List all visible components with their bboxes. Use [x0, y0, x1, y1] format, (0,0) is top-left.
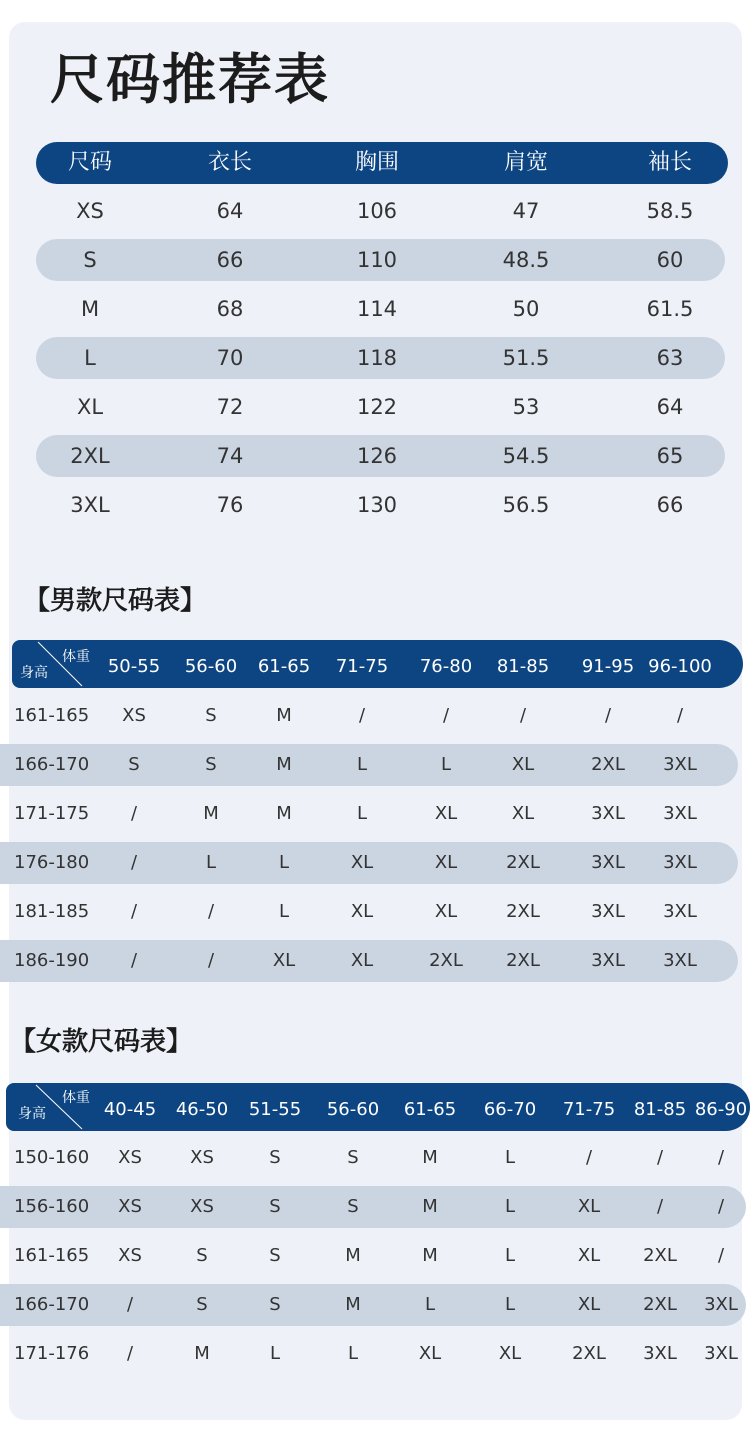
- height-range-cell: 166-170: [14, 1294, 90, 1315]
- table-row: [36, 337, 725, 379]
- measurement-cell: 50: [512, 297, 540, 321]
- weight-column-header: 81-85: [633, 1099, 687, 1120]
- size-cell: XS: [122, 705, 146, 726]
- table-corner-header: [6, 1083, 96, 1131]
- size-cell: L: [504, 1147, 516, 1168]
- size-cell: 3XL: [704, 1343, 738, 1364]
- size-cell: S: [205, 754, 217, 775]
- height-range-cell: 181-185: [14, 901, 90, 922]
- measurement-cell: 130: [356, 493, 398, 517]
- men-table-row: [0, 891, 738, 933]
- size-cell: L: [504, 1294, 516, 1315]
- size-cell: XL: [577, 1196, 601, 1217]
- size-cell: 2XL: [572, 1343, 606, 1364]
- size-cell: S: [347, 1147, 359, 1168]
- size-cell: L: [278, 901, 290, 922]
- size-cell: L: [278, 852, 290, 873]
- size-cell: XL: [498, 1343, 522, 1364]
- size-cell: L: [440, 754, 452, 775]
- size-cell: /: [656, 1147, 664, 1168]
- size-cell: L: [504, 1196, 516, 1217]
- size-cell: XL: [350, 901, 374, 922]
- column-header: 尺码: [67, 150, 113, 175]
- men-table-row: [0, 695, 738, 737]
- men-table-title: 【男款尺码表】: [24, 586, 207, 616]
- weight-column-header: 66-70: [483, 1099, 537, 1120]
- size-cell: M: [276, 705, 292, 726]
- measurement-cell: 70: [216, 346, 244, 370]
- weight-column-header: 76-80: [419, 656, 473, 677]
- weight-column-header: 61-65: [257, 656, 311, 677]
- size-cell: XS: [190, 1196, 214, 1217]
- size-cell: L: [356, 754, 368, 775]
- size-cell: /: [585, 1147, 593, 1168]
- weight-column-header: 96-100: [648, 656, 712, 677]
- men-header-row: [12, 640, 743, 688]
- weight-column-header: 81-85: [496, 656, 550, 677]
- height-range-cell: 176-180: [14, 852, 90, 873]
- size-cell: 2XL: [591, 754, 625, 775]
- size-cell: S: [269, 1294, 281, 1315]
- size-label: XL: [76, 395, 104, 419]
- measurement-cell: 61.5: [646, 297, 694, 321]
- size-cell: /: [130, 803, 138, 824]
- women-table-row: [0, 1235, 746, 1277]
- weight-column-header: 71-75: [335, 656, 389, 677]
- size-cell: XL: [272, 950, 296, 971]
- size-cell: M: [276, 754, 292, 775]
- size-cell: XL: [577, 1245, 601, 1266]
- height-range-cell: 166-170: [14, 754, 90, 775]
- size-cell: M: [422, 1196, 438, 1217]
- measurement-cell: 53: [512, 395, 540, 419]
- size-cell: /: [207, 901, 215, 922]
- size-cell: XS: [190, 1147, 214, 1168]
- size-cell: 3XL: [591, 950, 625, 971]
- size-cell: XL: [434, 901, 458, 922]
- size-cell: 2XL: [643, 1245, 677, 1266]
- size-cell: M: [422, 1245, 438, 1266]
- column-header: 肩宽: [503, 150, 549, 175]
- size-cell: /: [656, 1196, 664, 1217]
- size-cell: XL: [434, 803, 458, 824]
- size-cell: XS: [118, 1147, 142, 1168]
- size-cell: 3XL: [643, 1343, 677, 1364]
- weight-column-header: 56-60: [326, 1099, 380, 1120]
- size-cell: /: [126, 1343, 134, 1364]
- size-cell: XL: [511, 754, 535, 775]
- men-table-row: [0, 842, 738, 884]
- women-header-row: [6, 1083, 750, 1131]
- size-cell: XL: [511, 803, 535, 824]
- table-header-row: [36, 142, 728, 184]
- column-header: 胸围: [354, 150, 400, 175]
- measurement-cell: 64: [216, 199, 244, 223]
- size-cell: S: [128, 754, 140, 775]
- measurement-cell: 114: [356, 297, 398, 321]
- height-range-cell: 171-175: [14, 803, 90, 824]
- men-table-row: [0, 940, 738, 982]
- women-table-title: 【女款尺码表】: [10, 1027, 193, 1057]
- size-cell: XL: [350, 852, 374, 873]
- size-cell: S: [269, 1196, 281, 1217]
- height-range-cell: 171-176: [14, 1343, 90, 1364]
- size-cell: 3XL: [663, 754, 697, 775]
- weight-column-header: 50-55: [107, 656, 161, 677]
- size-cell: /: [519, 705, 527, 726]
- measurement-cell: 63: [656, 346, 684, 370]
- women-table-row: [0, 1186, 746, 1228]
- size-cell: L: [504, 1245, 516, 1266]
- size-cell: /: [130, 950, 138, 971]
- size-cell: S: [269, 1245, 281, 1266]
- column-header: 衣长: [207, 150, 253, 175]
- size-cell: M: [276, 803, 292, 824]
- measurement-cell: 110: [356, 248, 398, 272]
- height-range-cell: 161-165: [14, 705, 90, 726]
- weight-column-header: 71-75: [562, 1099, 616, 1120]
- women-table-row: [0, 1333, 746, 1375]
- measurement-cell: 74: [216, 444, 244, 468]
- size-label: 3XL: [70, 493, 110, 517]
- measurement-cell: 64: [656, 395, 684, 419]
- size-cell: XL: [577, 1294, 601, 1315]
- size-cell: S: [205, 705, 217, 726]
- size-cell: XL: [434, 852, 458, 873]
- size-cell: 2XL: [429, 950, 463, 971]
- measurement-cell: 58.5: [646, 199, 694, 223]
- table-corner-header: [12, 640, 102, 688]
- size-cell: 2XL: [506, 950, 540, 971]
- size-cell: /: [717, 1147, 725, 1168]
- size-label: S: [83, 248, 97, 272]
- height-range-cell: 156-160: [14, 1196, 90, 1217]
- page-title: 尺码推荐表: [50, 48, 330, 111]
- height-label: 身高: [18, 1106, 46, 1122]
- size-cell: L: [205, 852, 217, 873]
- height-range-cell: 150-160: [14, 1147, 90, 1168]
- height-label: 身高: [20, 665, 48, 681]
- size-cell: 2XL: [506, 852, 540, 873]
- table-row: [36, 239, 725, 281]
- size-cell: /: [442, 705, 450, 726]
- size-cell: /: [130, 901, 138, 922]
- size-cell: 2XL: [643, 1294, 677, 1315]
- measurement-cell: 51.5: [502, 346, 550, 370]
- women-table-row: [0, 1284, 746, 1326]
- table-row: [36, 484, 725, 526]
- size-label: L: [84, 346, 96, 370]
- size-cell: /: [207, 950, 215, 971]
- height-range-cell: 161-165: [14, 1245, 90, 1266]
- women-table-row: [0, 1137, 746, 1179]
- size-cell: /: [604, 705, 612, 726]
- measurement-cell: 66: [656, 493, 684, 517]
- size-cell: XS: [118, 1245, 142, 1266]
- size-cell: S: [347, 1196, 359, 1217]
- size-cell: /: [717, 1196, 725, 1217]
- table-row: [36, 288, 725, 330]
- size-cell: L: [424, 1294, 436, 1315]
- measurement-cell: 72: [216, 395, 244, 419]
- weight-label: 体重: [62, 649, 90, 665]
- size-cell: /: [126, 1294, 134, 1315]
- weight-column-header: 40-45: [103, 1099, 157, 1120]
- size-cell: L: [347, 1343, 359, 1364]
- size-cell: 3XL: [591, 901, 625, 922]
- size-cell: S: [269, 1147, 281, 1168]
- size-label: XS: [76, 199, 104, 223]
- measurement-cell: 48.5: [502, 248, 550, 272]
- measurement-cell: 56.5: [502, 493, 550, 517]
- column-header: 袖长: [647, 150, 693, 175]
- table-row: [36, 190, 725, 232]
- measurement-cell: 126: [356, 444, 398, 468]
- measurement-cell: 60: [656, 248, 684, 272]
- measurement-cell: 54.5: [502, 444, 550, 468]
- men-table-row: [0, 744, 738, 786]
- size-cell: /: [130, 852, 138, 873]
- size-cell: /: [717, 1245, 725, 1266]
- size-cell: M: [422, 1147, 438, 1168]
- measurement-cell: 65: [656, 444, 684, 468]
- size-cell: L: [269, 1343, 281, 1364]
- size-cell: 3XL: [663, 852, 697, 873]
- size-cell: 3XL: [704, 1294, 738, 1315]
- size-cell: 3XL: [663, 950, 697, 971]
- size-cell: S: [196, 1294, 208, 1315]
- weight-column-header: 61-65: [403, 1099, 457, 1120]
- size-cell: 3XL: [591, 803, 625, 824]
- weight-column-header: 91-95: [581, 656, 635, 677]
- measurement-cell: 122: [356, 395, 398, 419]
- size-cell: M: [194, 1343, 210, 1364]
- men-table-row: [0, 793, 738, 835]
- table-row: [36, 386, 725, 428]
- measurement-cell: 76: [216, 493, 244, 517]
- size-label: M: [80, 297, 100, 321]
- weight-column-header: 86-90: [694, 1099, 748, 1120]
- size-label: 2XL: [70, 444, 110, 468]
- size-cell: /: [676, 705, 684, 726]
- weight-label: 体重: [62, 1090, 90, 1106]
- height-range-cell: 186-190: [14, 950, 90, 971]
- size-cell: XL: [350, 950, 374, 971]
- size-cell: XS: [118, 1196, 142, 1217]
- weight-column-header: 51-55: [248, 1099, 302, 1120]
- weight-column-header: 56-60: [184, 656, 238, 677]
- size-cell: 3XL: [591, 852, 625, 873]
- size-cell: S: [196, 1245, 208, 1266]
- size-cell: 3XL: [663, 803, 697, 824]
- measurement-cell: 47: [512, 199, 540, 223]
- measurement-cell: 66: [216, 248, 244, 272]
- weight-column-header: 46-50: [175, 1099, 229, 1120]
- measurement-cell: 68: [216, 297, 244, 321]
- size-cell: M: [345, 1294, 361, 1315]
- measurement-cell: 118: [356, 346, 398, 370]
- size-cell: 2XL: [506, 901, 540, 922]
- size-cell: XL: [418, 1343, 442, 1364]
- size-cell: L: [356, 803, 368, 824]
- size-cell: M: [203, 803, 219, 824]
- measurement-cell: 106: [356, 199, 398, 223]
- size-cell: 3XL: [663, 901, 697, 922]
- size-cell: M: [345, 1245, 361, 1266]
- table-row: [36, 435, 725, 477]
- size-cell: /: [358, 705, 366, 726]
